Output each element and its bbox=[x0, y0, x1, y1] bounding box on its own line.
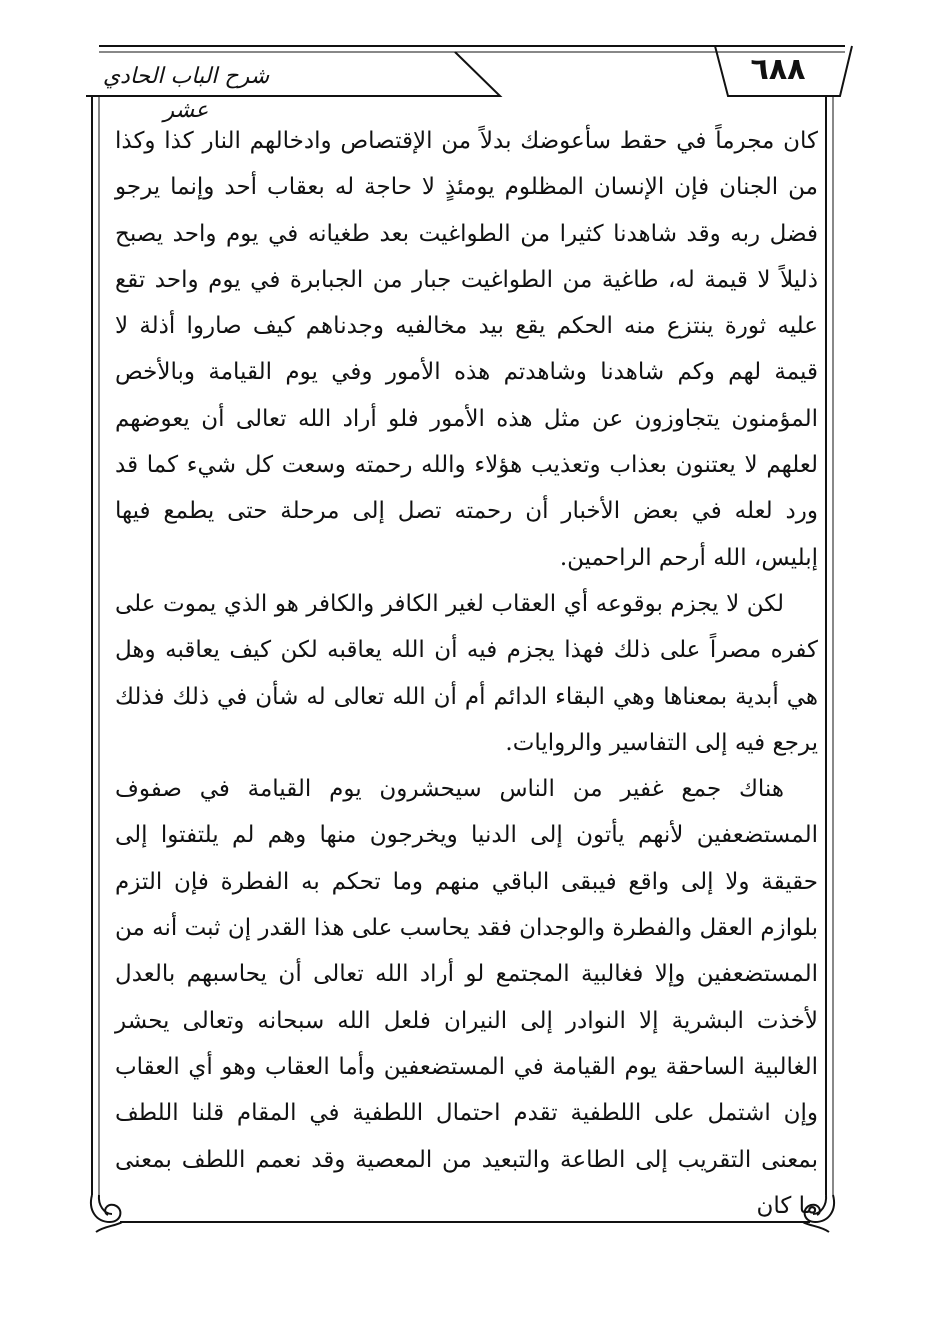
running-title: شرح الباب الحادي عشر bbox=[102, 64, 270, 123]
paragraph-2: لكن لا يجزم بوقوعه أي العقاب لغير الكافر والكافر هو الذي يموت على كفره مصراً على ذلك فهذا يجزم فيه أن الله يعاقبه لكن كيف يعاقبه وهل هي أبدية بمعناها وهي البقاء الدائم أم أن الله تعالى له شأن في ذلك فذلك يرجع فيه إلى التفاسير والروايات. bbox=[115, 590, 818, 756]
page-body bbox=[115, 118, 818, 1219]
paragraph-3: هناك جمع غفير من الناس سيحشرون يوم القيامة في صفوف المستضعفين لأنهم يأتون إلى الدنيا ويخرجون منها وهم لم يلتفتوا إلى حقيقة ولا إلى واقع فيبقى الباقي منهم وما تحكم به الفطرة فإن التزم بلوازم العقل والفطرة والوجدان فقد يحاسب على هذا القدر إن ثبت أنه من المستضعفين وإلا فغالبية المجتمع لو أراد الله تعالى أن يحاسبهم بالعدل لأخذت البشرية إلا النوادر إلى النيران فلعل الله سبحانه وتعالى يحشر الغالبية الساحقة يوم القيامة في المستضعفين وأما العقاب وهو أي العقاب وإن اشتمل على اللطفية تقدم احتمال اللطفية في المقام قلنا اللطف بمعنى التقريب إلى الطاعة والتبعيد من المعصية وقد نعمم اللطف بمعنى ما كان bbox=[115, 776, 818, 1219]
paragraph-1: كان مجرماً في حقط سأعوضك بدلاً من الإقتصاص وادخالهم النار كذا وكذا من الجنان فإن الإنسان المظلوم يومئذٍ لا حاجة له بعقاب أحد وإنما يرجو فضل ربه وقد شاهدنا كثيرا من الطواغيت بعد طغيانه في يوم واحد يصبح ذليلاً لا قيمة له، طاغية من الطواغيت جبار من الجبابرة في يوم واحد تقع عليه ثورة ينتزع منه الحكم يقع بيد مخالفيه وجدناهم كيف صاروا أذلة لا قيمة لهم وكم شاهدنا وشاهدتم هذه الأمور وفي يوم القيامة وبالأخص المؤمنون يتجاوزون عن مثل هذه الأمور فلو أراد الله تعالى أن يعوضهم لعلهم لا يعتنون بعذاب وتعذيب هؤلاء والله رحمته وسعت كل شيء كما قد ورد لعله في بعض الأخبار أن رحمته تصل إلى مرحلة حتى يطمع فيها إبليس، الله أرحم الراحمين. bbox=[115, 128, 818, 571]
page-number: ٦٨٨ bbox=[750, 52, 806, 87]
